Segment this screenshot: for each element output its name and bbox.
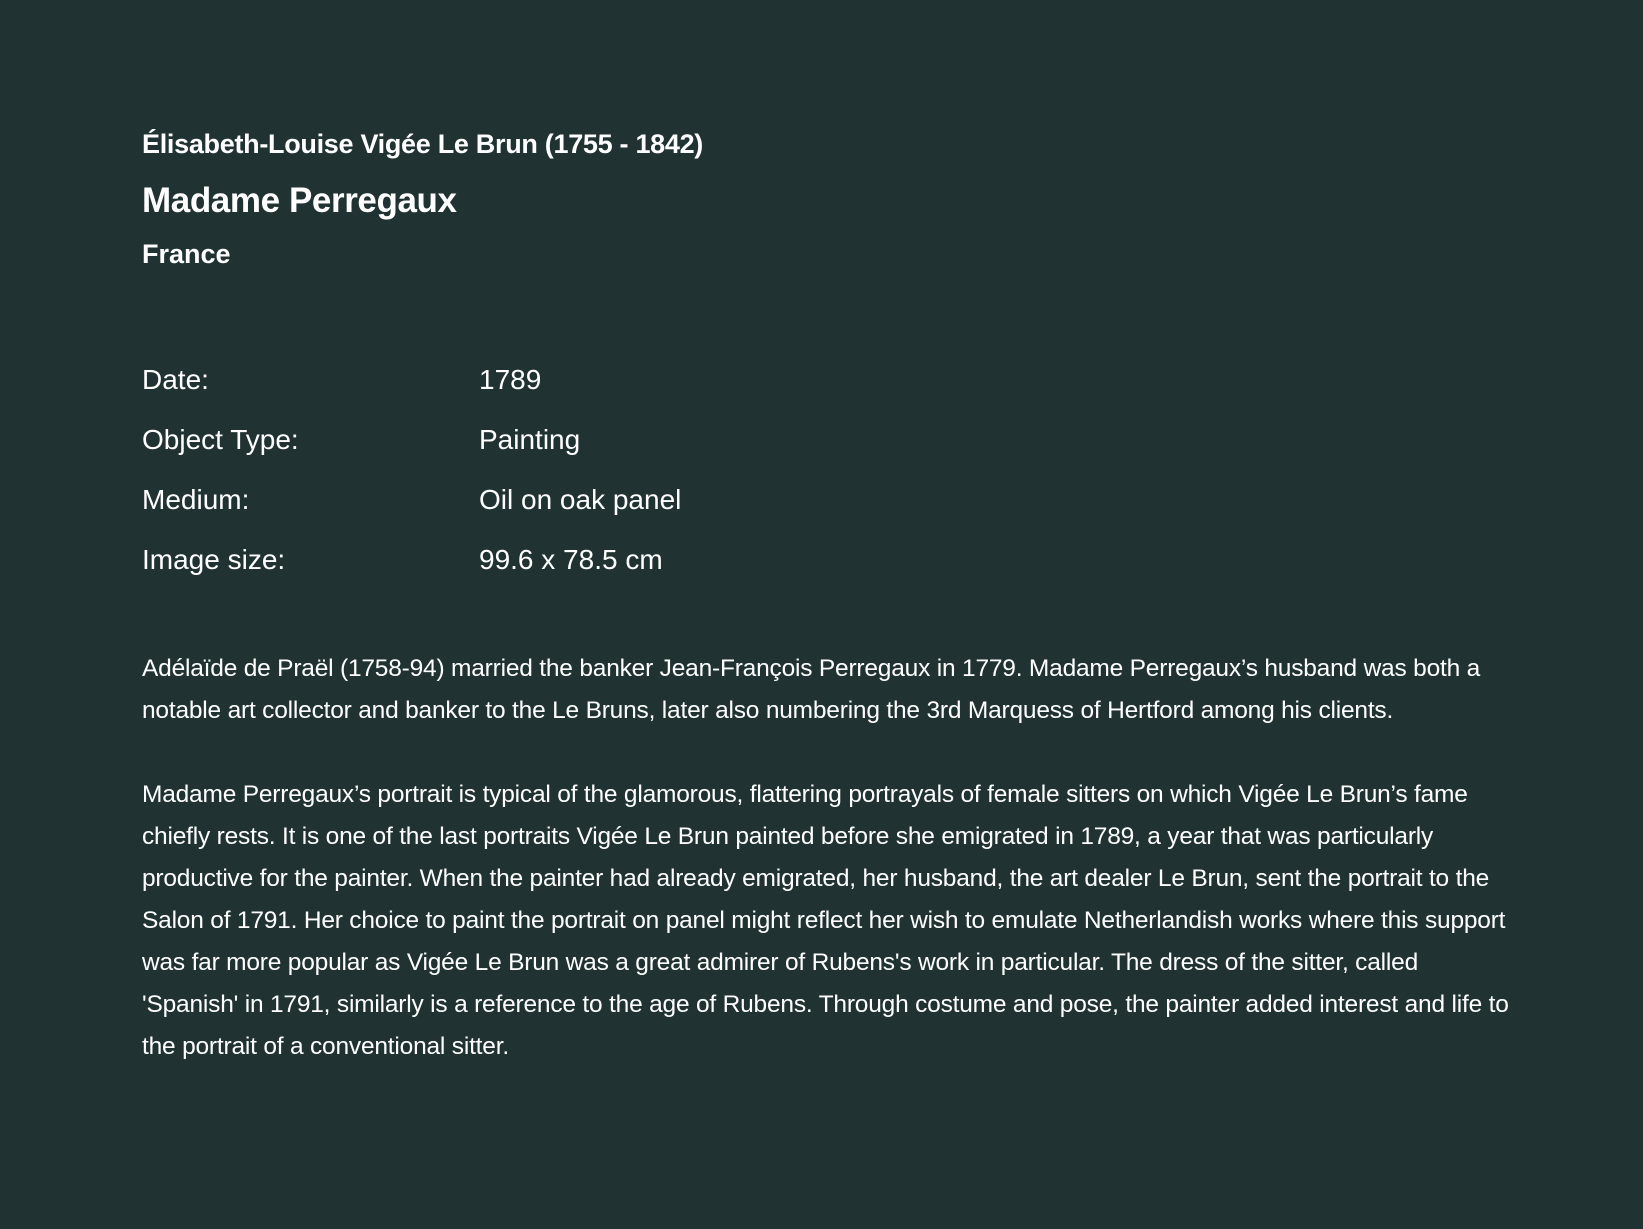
detail-value: Painting — [479, 424, 581, 455]
artwork-info-panel — [142, 124, 1512, 1110]
detail-row-date — [142, 350, 1512, 410]
detail-row-object-type — [142, 410, 1512, 470]
description-paragraph: Madame Perregaux’s portrait is typical of the glamorous, flattering portrayals of female sitters on which Vigée Le Brun’s fame chiefly rests. It is one of the last portraits Vigée Le Brun painted before she emigrated in 1789, a year that was particularly productive for the painter. When the painter had already emigrated, her husband, the art dealer Le Brun, sent the portrait to the Salon of 1791. Her choice to paint the portrait on panel might reflect her wish to emulate Netherlandish works where this support was far more popular as Vigée Le Brun was a great admirer of Rubens's work in particular. The dress of the sitter, called 'Spanish' in 1791, similarly is a reference to the age of Rubens. Through costume and pose, the painter added interest and life to the portrait of a conventional sitter. — [142, 781, 1509, 1060]
detail-label: Medium: — [142, 484, 250, 515]
artwork-country: France — [142, 239, 231, 269]
details-table — [142, 350, 1512, 590]
detail-row-image-size — [142, 530, 1512, 590]
detail-value: 99.6 x 78.5 cm — [479, 544, 663, 575]
detail-row-medium — [142, 470, 1512, 530]
artwork-description — [142, 648, 1512, 1068]
artist-name: Élisabeth-Louise Vigée Le Brun (1755 - 1842) — [142, 129, 703, 159]
detail-label: Object Type: — [142, 424, 299, 455]
detail-value: 1789 — [479, 364, 542, 395]
description-paragraph: Adélaïde de Praël (1758-94) married the banker Jean-François Perregaux in 1779. Madame Perregaux’s husband was both a notable art collector and banker to the Le Bruns, later also numbering the 3rd Marquess of Hertford among his clients. — [142, 655, 1481, 724]
detail-value: Oil on oak panel — [479, 484, 682, 515]
detail-label: Image size: — [142, 544, 286, 575]
detail-label: Date: — [142, 364, 209, 395]
artwork-title: Madame Perregaux — [142, 181, 457, 220]
